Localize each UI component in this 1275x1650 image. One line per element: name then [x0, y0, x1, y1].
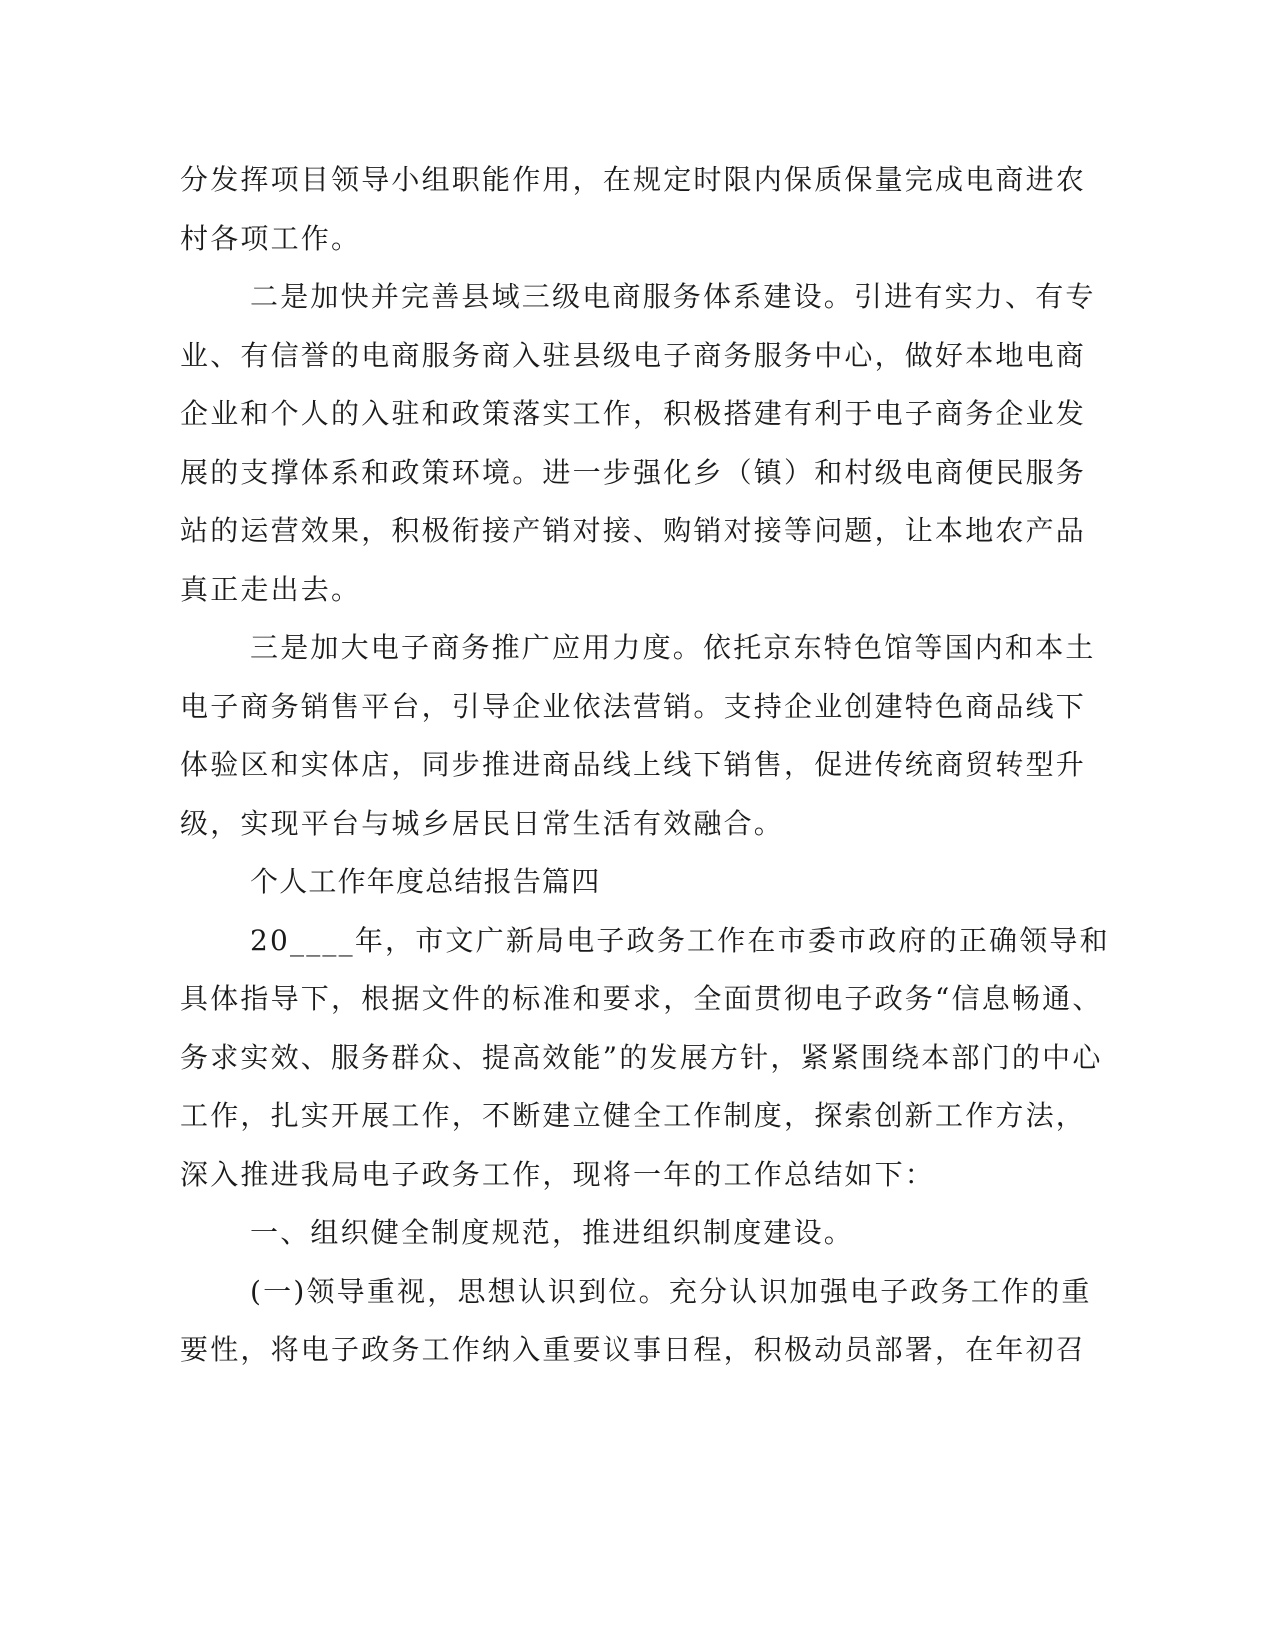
paragraph-line: 深入推进我局电子政务工作，现将一年的工作总结如下：	[180, 1157, 936, 1191]
paragraph-line: 真正走出去。	[180, 572, 362, 606]
paragraph-line: 务求实效、服务群众、提高效能”的发展方针，紧紧围绕本部门的中心	[180, 1040, 1103, 1074]
document-body	[180, 151, 1110, 1380]
section-heading: 个人工作年度总结报告篇四	[250, 865, 601, 898]
paragraph-line: (一)领导重视，思想认识到位。充分认识加强电子政务工作的重	[250, 1274, 1092, 1308]
paragraph-line: 二是加快并完善县域三级电商服务体系建设。引进有实力、有专	[250, 280, 1096, 313]
subsection-heading: 一、组织健全制度规范，推进组织制度建设。	[250, 1216, 855, 1249]
paragraph-line: 业、有信誉的电商服务商入驻县级电子商务服务中心，做好本地电商	[180, 338, 1087, 372]
paragraph-line: 具体指导下，根据文件的标准和要求，全面贯彻电子政务“信息畅通、	[180, 982, 1103, 1015]
paragraph-line: 企业和个人的入驻和政策落实工作，积极搭建有利于电子商务企业发	[180, 397, 1087, 430]
paragraph-line: 三是加大电子商务推广应用力度。依托京东特色馆等国内和本土	[250, 631, 1096, 664]
paragraph-line: 电子商务销售平台，引导企业依法营销。支持企业创建特色商品线下	[180, 689, 1087, 723]
paragraph-line: 展的支撑体系和政策环境。进一步强化乡（镇）和村级电商便民服务	[180, 455, 1087, 489]
paragraph-line: 分发挥项目领导小组职能作用，在规定时限内保质保量完成电商进农	[180, 163, 1087, 196]
paragraph-line: 站的运营效果，积极衔接产销对接、购销对接等问题，让本地农产品	[180, 514, 1087, 547]
paragraph-line: 工作，扎实开展工作，不断建立健全工作制度，探索创新工作方法，	[180, 1099, 1087, 1132]
paragraph-line: 村各项工作。	[180, 221, 362, 255]
paragraph-line: 级，实现平台与城乡居民日常生活有效融合。	[180, 806, 785, 840]
paragraph-line: 20____年，市文广新局电子政务工作在市委市政府的正确领导和	[250, 923, 1110, 957]
paragraph-line: 体验区和实体店，同步推进商品线上线下销售，促进传统商贸转型升	[180, 748, 1087, 781]
paragraph-line: 要性，将电子政务工作纳入重要议事日程，积极动员部署，在年初召	[180, 1333, 1087, 1366]
